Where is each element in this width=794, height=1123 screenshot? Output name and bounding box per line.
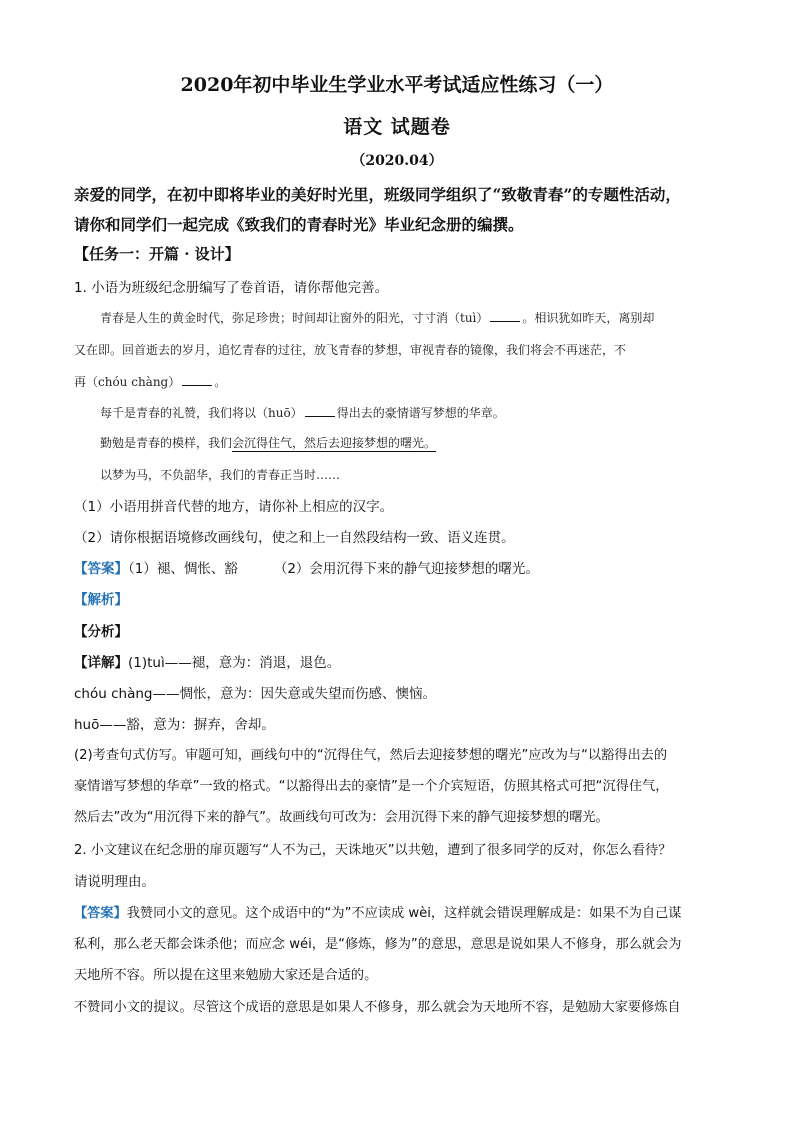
passage-line-5 (100, 434, 760, 451)
detail-line-6: 然后去”改为“用沉得下来的静气”。故画线句可改为：会用沉得下来的静气迎接梦想的曙光。 (74, 810, 609, 825)
intro-line-1: 亲爱的同学，在初中即将毕业的美好时光里，班级同学组织了“致敬青春”的专题性活动， (74, 185, 681, 204)
passage-line-1 (100, 309, 720, 326)
answer-text: 我赞同小文的意见。这个成语中的“为”不应读成 wèi，这样就会错误理解成是：如果不为自己谋 (126, 906, 682, 921)
exam-date: （2020.04） (351, 153, 443, 169)
task-heading: 【任务一：开篇 · 设计】 (74, 245, 240, 263)
passage-line-3 (74, 373, 734, 390)
page-subtitle: 语文 试题卷 (343, 116, 451, 138)
analysis-tag: 【解析】 (74, 592, 128, 608)
detail-line-2: chóu chàng——惆怅，意为：因失意或失望而伤感、懊恼。 (74, 686, 436, 702)
answer-text: （1）褪、惆怅、豁 (128, 561, 238, 577)
sub-question-2: （2）请你根据语境修改画线句，使之和上一自然段结构一致、语义连贯。 (74, 530, 515, 546)
question-2-stem-1: 2. 小文建议在纪念册的扉页题写“人不为己，天诛地灭”以共勉，遭到了很多同学的反对，你怎么看待？ (74, 843, 672, 858)
answer-blank[interactable] (305, 404, 335, 417)
intro-line-2: 请你和同学们一起完成《致我们的青春时光》毕业纪念册的编撰。 (74, 215, 524, 234)
q2-answer-line-3: 天地所不容。所以提在这里来勉励大家还是合适的。 (74, 968, 378, 983)
question-2-stem-2: 请说明理由。 (74, 874, 155, 890)
passage-text: 青春是人生的黄金时代，弥足珍贵；时间却让窗外的阳光，寸寸消（tuì） (100, 311, 489, 325)
answer-tag: 【答案】 (74, 561, 128, 577)
q2-answer-line-1 (74, 902, 734, 921)
question-1-stem: 1. 小语为班级纪念册编写了卷首语，请你帮他完善。 (74, 280, 389, 296)
passage-text: 得出去的豪情谱写梦想的华章。 (336, 406, 505, 420)
passage-line-2: 又在即。回首逝去的岁月，追忆青春的过往，放飞青春的梦想，审视青春的镜像，我们将会不再迷茫，不 (74, 343, 627, 357)
detail-tag: 【详解】 (74, 655, 128, 671)
detail-line-5: 豪情谱写梦想的华章”一致的格式。“以豁得出去的豪情”是一个介宾短语，仿照其格式可把“沉得住气， (74, 779, 669, 794)
q2-answer-line-4: 不赞同小文的提议。尽管这个成语的意思是如果人不修身，那么就会为天地所不容，是勉励大家要修炼自 (74, 1000, 681, 1015)
answer-blank[interactable] (490, 309, 520, 322)
detail-line-3: huō——豁，意为：摒弃，舍却。 (74, 717, 275, 733)
detail-line-1 (74, 651, 734, 671)
passage-text: 再（chóu chàng） (74, 375, 181, 389)
passage-text: 每千是青春的礼赞，我们将以（huō） (100, 406, 303, 420)
passage-text: 勤勉是青春的模样，我们 (100, 436, 233, 450)
passage-text: 。 (214, 375, 227, 389)
detail-text: (1)tuì——褪，意为：消退，退色。 (128, 655, 341, 671)
sub-question-1: （1）小语用拼音代替的地方，请你补上相应的汉字。 (74, 499, 394, 515)
passage-line-4 (100, 404, 760, 421)
answer-text: （2）会用沉得下来的静气迎接梦想的曙光。 (273, 561, 539, 577)
answer-line (74, 557, 734, 577)
passage-text: 。相识犹如昨天，离别却 (522, 311, 655, 325)
page-title: 2020年初中毕业生学业水平考试适应性练习（一） (180, 74, 614, 96)
underlined-sentence: 会沉得住气，然后去迎接梦想的曙光。 (232, 436, 437, 450)
answer-blank[interactable] (182, 373, 212, 386)
fenxi-tag: 【分析】 (74, 624, 128, 640)
answer-tag: 【答案】 (74, 906, 127, 921)
detail-line-4: (2)考查句式仿写。审题可知，画线句中的“沉得住气，然后去迎接梦想的曙光”应改为与“以豁得出去的 (74, 748, 668, 763)
passage-line-6: 以梦为马，不负韶华，我们的青春正当时…… (100, 468, 341, 482)
q2-answer-line-2: 私利，那么老天都会诛杀他；而应念 wéi，是“修炼，修为”的意思，意思是说如果人不修身，那么就会为 (74, 937, 682, 952)
